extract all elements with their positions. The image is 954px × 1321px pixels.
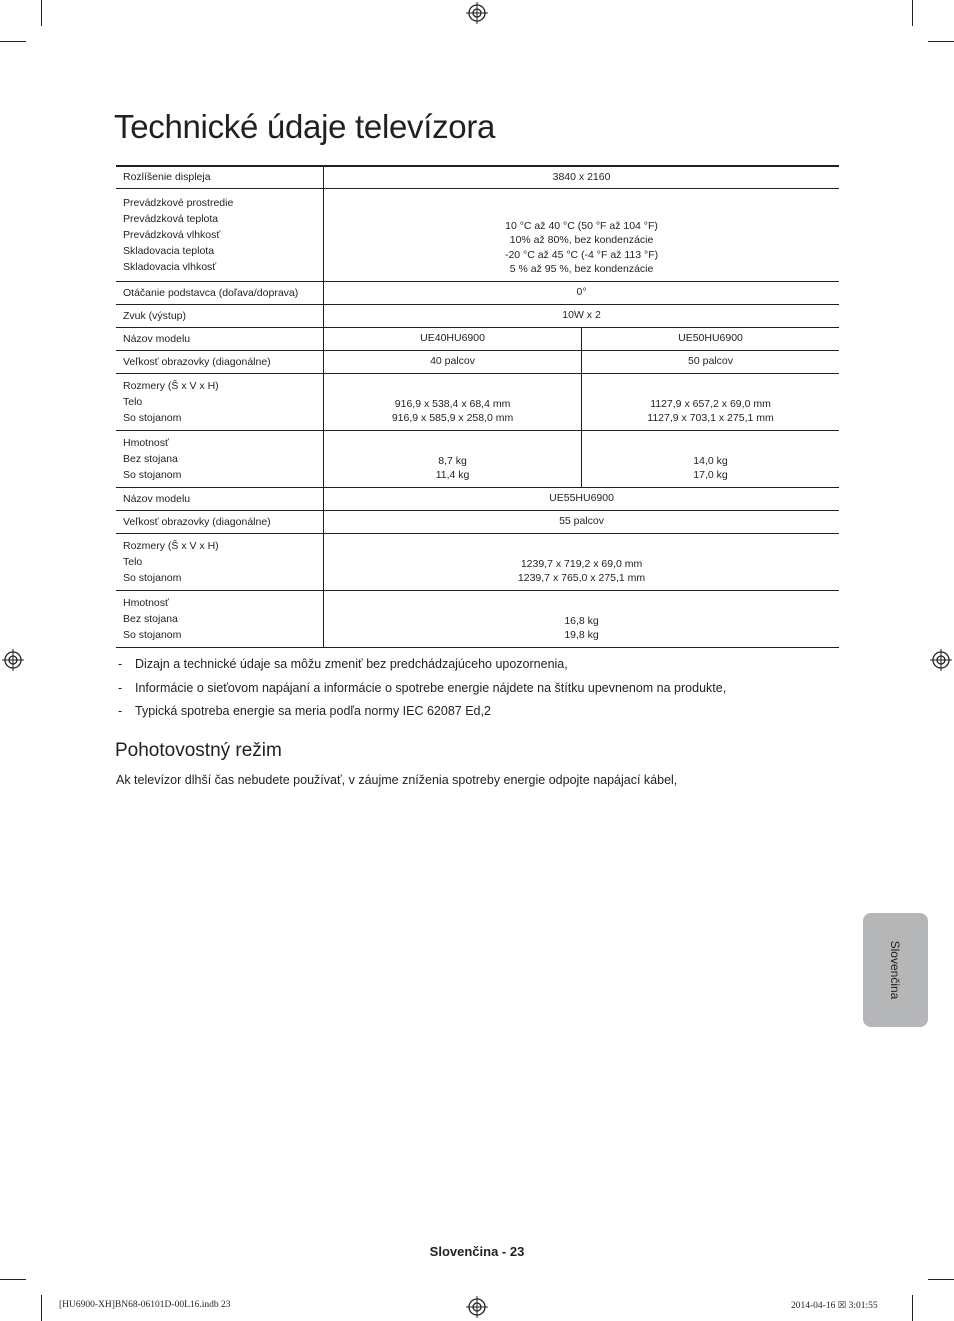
table-row <box>116 350 839 373</box>
row-label: Skladovacia vlhkosť <box>123 260 217 273</box>
footer-file-info: [HU6900-XH]BN68-06101D-00L16.indb 23 <box>59 1300 231 1310</box>
notes-list <box>116 655 726 726</box>
registration-mark-right-icon <box>930 649 952 671</box>
crop-mark <box>928 1279 954 1280</box>
row-label: Prevádzková vlhkosť <box>123 228 221 241</box>
row-label-cell <box>116 304 324 327</box>
side-tab-label: Slovenčina <box>888 940 903 1000</box>
row-label: Telo <box>123 555 143 568</box>
row-label: Prevádzková teplota <box>123 212 219 225</box>
cell-value: UE40HU6900 <box>420 332 485 345</box>
cell-value: -20 °C až 45 °C (-4 °F až 113 °F) <box>504 248 659 261</box>
table-row <box>116 487 839 510</box>
crop-mark <box>0 1279 26 1280</box>
language-side-tab <box>863 913 928 1027</box>
crop-mark <box>0 41 26 42</box>
crop-mark <box>912 0 913 26</box>
value-cell <box>324 188 839 281</box>
value-cell <box>324 281 839 304</box>
row-label-cell <box>116 590 324 647</box>
row-label-cell <box>116 373 324 430</box>
row-label-cell <box>116 533 324 590</box>
cell-value: 8,7 kg <box>438 454 467 467</box>
row-label: Názov modelu <box>123 492 191 505</box>
row-label: Prevádzkové prostredie <box>123 196 234 209</box>
cell-value: 10% až 80%, bez kondenzácie <box>509 234 654 246</box>
cell-value: 55 palcov <box>559 515 605 528</box>
row-label: Hmotnosť <box>123 596 169 609</box>
footer-timestamp: 2014-04-16 ☒ 3:01:55 <box>791 1301 878 1311</box>
table-row <box>116 188 839 281</box>
row-label-cell <box>116 487 324 510</box>
section-paragraph: Ak televízor dlhší čas nebudete používať, v záujme zníženia spotreby energie odpojte napájací kábel, <box>116 773 678 787</box>
cell-value: UE50HU6900 <box>678 332 743 345</box>
cell-value: 16,8 kg <box>564 614 599 627</box>
value-cell <box>324 590 839 647</box>
cell-value: 10W x 2 <box>562 309 601 322</box>
list-item <box>116 679 726 703</box>
cell-value: 1127,9 x 703,1 x 275,1 mm <box>647 412 774 424</box>
row-label-cell <box>116 166 324 188</box>
row-label: So stojanom <box>123 628 182 641</box>
cell-value: 17,0 kg <box>693 469 728 481</box>
bullet-dash: - <box>118 680 123 695</box>
cell-value: 5 % až 95 %, bez kondenzácie <box>509 263 654 275</box>
row-label-cell <box>116 430 324 487</box>
value-cell <box>582 373 839 430</box>
row-label-cell <box>116 327 324 350</box>
cell-value: 0° <box>576 286 587 299</box>
value-cell <box>582 430 839 487</box>
table-row <box>116 327 839 350</box>
cell-value: UE55HU6900 <box>549 492 614 505</box>
value-cell <box>324 373 582 430</box>
page-title: Technické údaje televízora <box>114 108 496 145</box>
cell-value: 14,0 kg <box>693 454 728 467</box>
cell-value: 916,9 x 538,4 x 68,4 mm <box>394 397 511 410</box>
value-cell <box>324 327 582 350</box>
cell-value: 19,8 kg <box>564 629 599 641</box>
page-number: Slovenčina - 23 <box>429 1244 525 1259</box>
row-label: Rozmery (Š x V x H) <box>123 379 219 392</box>
table-row <box>116 430 839 487</box>
row-label: So stojanom <box>123 411 182 424</box>
value-cell <box>582 327 839 350</box>
cell-value: 11,4 kg <box>435 469 470 481</box>
row-label: Veľkosť obrazovky (diagonálne) <box>123 515 271 528</box>
row-label: Rozlíšenie displeja <box>123 171 211 184</box>
crop-mark <box>41 1295 42 1321</box>
spec-table <box>116 165 839 648</box>
crop-mark <box>912 1295 913 1321</box>
row-label: Skladovacia teplota <box>123 244 215 257</box>
row-label: Telo <box>123 395 143 408</box>
value-cell <box>324 166 839 188</box>
cell-value: 3840 x 2160 <box>552 171 611 183</box>
table-row <box>116 304 839 327</box>
cell-value: 1239,7 x 765,0 x 275,1 mm <box>517 572 646 584</box>
registration-mark-bottom-icon <box>466 1296 488 1318</box>
crop-mark <box>41 0 42 26</box>
note-text: Typická spotreba energie sa meria podľa normy IEC 62087 Ed,2 <box>135 704 491 718</box>
row-label: Hmotnosť <box>123 436 169 449</box>
row-label: Bez stojana <box>123 612 178 625</box>
list-item <box>116 702 726 726</box>
value-cell <box>324 350 582 373</box>
bullet-dash: - <box>118 704 123 718</box>
cell-value: 50 palcov <box>688 355 733 368</box>
row-label-cell <box>116 281 324 304</box>
row-label-cell <box>116 188 324 281</box>
row-label: So stojanom <box>123 571 182 584</box>
value-cell <box>324 304 839 327</box>
list-item <box>116 655 726 679</box>
note-text: Dizajn a technické údaje sa môžu zmeniť bez predchádzajúceho upozornenia, <box>135 657 568 671</box>
value-cell <box>582 350 839 373</box>
cell-value: 1239,7 x 719,2 x 69,0 mm <box>520 557 643 570</box>
note-text: Informácie o sieťovom napájaní a informácie o spotrebe energie nájdete na štítku upevnenom na produkte, <box>135 680 727 695</box>
cell-value: 10 °C až 40 °C (50 °F až 104 °F) <box>505 219 658 232</box>
row-label: Otáčanie podstavca (doľava/doprava) <box>123 286 299 299</box>
registration-mark-left-icon <box>2 649 24 671</box>
table-row <box>116 373 839 430</box>
cell-value: 1127,9 x 657,2 x 69,0 mm <box>650 397 771 410</box>
table-row <box>116 533 839 590</box>
row-label: So stojanom <box>123 468 182 481</box>
table-row <box>116 166 839 188</box>
row-label: Zvuk (výstup) <box>123 309 187 322</box>
cell-value: 916,9 x 585,9 x 258,0 mm <box>391 412 514 424</box>
row-label-cell <box>116 510 324 533</box>
row-label: Bez stojana <box>123 452 178 465</box>
table-row <box>116 281 839 304</box>
bullet-dash: - <box>118 657 123 671</box>
row-label: Názov modelu <box>123 332 191 345</box>
value-cell <box>324 487 839 510</box>
row-label: Rozmery (Š x V x H) <box>123 539 219 552</box>
section-heading: Pohotovostný režim <box>115 740 282 761</box>
cell-value: 40 palcov <box>430 355 476 368</box>
row-label-cell <box>116 350 324 373</box>
table-row <box>116 590 839 647</box>
row-label: Veľkosť obrazovky (diagonálne) <box>123 355 271 368</box>
value-cell <box>324 533 839 590</box>
registration-mark-top-icon <box>466 2 488 24</box>
crop-mark <box>928 41 954 42</box>
value-cell <box>324 510 839 533</box>
value-cell <box>324 430 582 487</box>
table-row <box>116 510 839 533</box>
